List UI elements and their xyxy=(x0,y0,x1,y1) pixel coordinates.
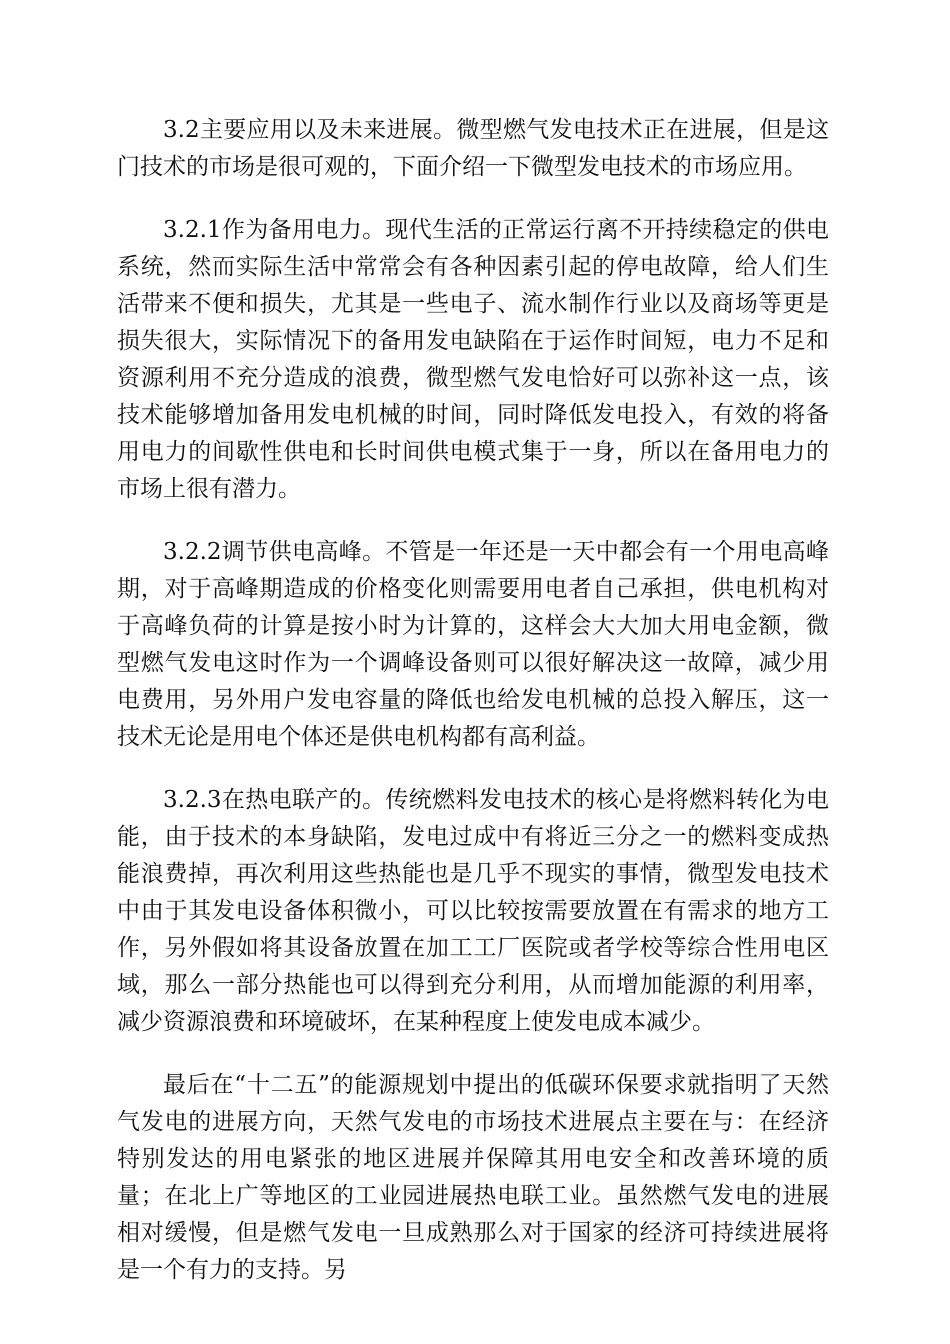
paragraph-peak-regulation: 3.2.2调节供电高峰。不管是一年还是一天中都会有一个用电高峰期，对于高峰期造成的价格变化则需要用电者自己承担，供电机构对于高峰负荷的计算是按小时为计算的，这样会大大加大用电金额，微型燃气发电这时作为一个调峰设备则可以很好解决这一故障，减少用电费用，另外用户发电容量的降低也给发电机械的总投入解压，这一技术无论是用电个体还是供电机构都有高利益。 xyxy=(117,539,829,750)
paragraph-backup-power: 3.2.1作为备用电力。现代生活的正常运行离不开持续稳定的供电系统，然而实际生活中常常会有各种因素引起的停电故障，给人们生活带来不便和损失，尤其是一些电子、流水制作行业以及商场等更是损失很大，实际情况下的备用发电缺陷在于运作时间短，电力不足和资源利用不充分造成的浪费，微型燃气发电恰好可以弥补这一点，该技术能够增加备用发电机械的时间，同时降低发电投入，有效的将备用电力的间歇性供电和长时间供电模式集于一身，所以在备用电力的市场上很有潜力。 xyxy=(117,217,829,502)
document-page xyxy=(117,112,829,1289)
paragraph-main-applications: 3.2主要应用以及未来进展。微型燃气发电技术正在进展，但是这门技术的市场是很可观的，下面介绍一下微型发电技术的市场应用。 xyxy=(117,117,829,180)
paragraph-cogeneration: 3.2.3在热电联产的。传统燃料发电技术的核心是将燃料转化为电能，由于技术的本身缺陷，发电过成中有将近三分之一的燃料变成热能浪费掉，再次利用这些热能也是几乎不现实的事情，微型发电技术中由于其发电设备体积微小，可以比较按需要放置在有需求的地方工作，另外假如将其设备放置在加工工厂医院或者学校等综合性用电区域，那么一部分热能也可以得到充分利用，从而增加能源的利用率，减少资源浪费和环境破坏，在某种程度上使发电成本减少。 xyxy=(117,787,829,1035)
paragraph-conclusion: 最后在“十二五”的能源规划中提出的低碳环保要求就指明了天然气发电的进展方向，天然气发电的市场技术进展点主要在与：在经济特别发达的用电紧张的地区进展并保障其用电安全和改善环境的质量；在北上广等地区的工业园进展热电联工业。虽然燃气发电的进展相对缓慢，但是燃气发电一旦成熟那么对于国家的经济可持续进展将是一个有力的支持。另 xyxy=(117,1072,829,1283)
